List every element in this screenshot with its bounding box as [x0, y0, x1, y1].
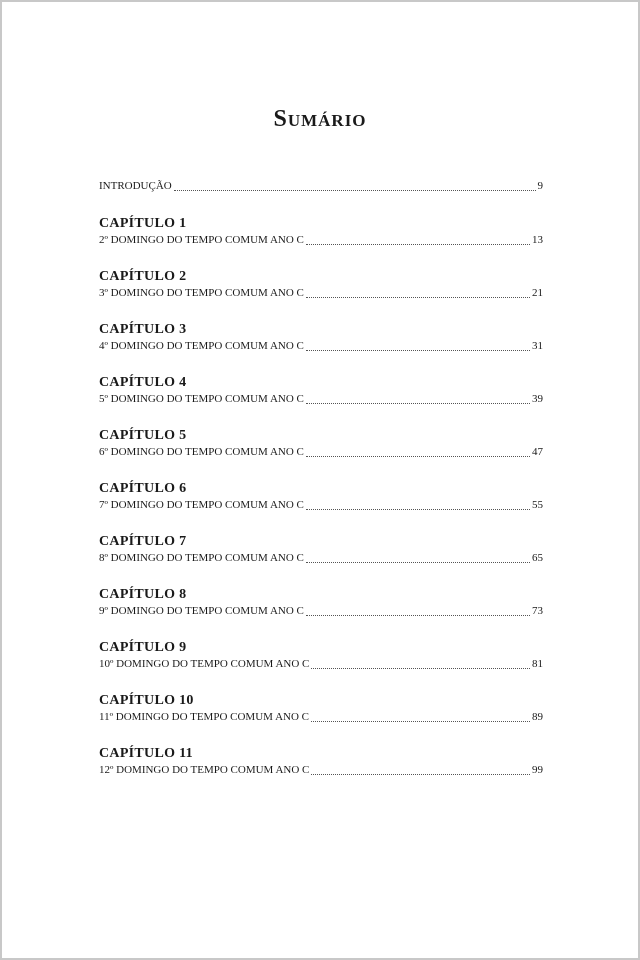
dot-leader	[306, 509, 530, 510]
dot-leader	[311, 668, 530, 669]
chapter-line	[99, 444, 543, 460]
chapter-line	[99, 232, 543, 248]
toc-entry[interactable]	[99, 268, 543, 301]
chapter-line	[99, 709, 543, 725]
chapter-subtitle: 10º DOMINGO DO TEMPO COMUM ANO C	[99, 658, 310, 670]
chapter-line	[99, 550, 543, 566]
chapter-subtitle: 6º DOMINGO DO TEMPO COMUM ANO C	[99, 446, 304, 458]
toc-entry[interactable]	[99, 745, 543, 778]
chapter-heading: CAPÍTULO 3	[99, 322, 187, 337]
chapter-subtitle: 11º DOMINGO DO TEMPO COMUM ANO C	[99, 711, 309, 723]
dot-leader	[306, 456, 530, 457]
chapter-heading: CAPÍTULO 9	[99, 640, 187, 655]
chapter-line	[99, 285, 543, 301]
dot-leader	[306, 297, 530, 298]
chapter-subtitle: 9º DOMINGO DO TEMPO COMUM ANO C	[99, 605, 304, 617]
page-number: 73	[532, 605, 543, 617]
page-number: 31	[532, 340, 543, 352]
chapter-subtitle: 3º DOMINGO DO TEMPO COMUM ANO C	[99, 287, 304, 299]
chapter-line	[99, 603, 543, 619]
chapter-heading: CAPÍTULO 1	[99, 216, 187, 231]
toc-entry[interactable]	[99, 639, 543, 672]
dot-leader	[306, 350, 530, 351]
dot-leader	[174, 190, 536, 191]
chapter-line	[99, 656, 543, 672]
page-number: 21	[532, 287, 543, 299]
chapter-heading: CAPÍTULO 8	[99, 587, 187, 602]
toc-intro-label: INTRODUÇÃO	[99, 180, 172, 192]
toc-entry[interactable]	[99, 586, 543, 619]
toc-intro-entry[interactable]	[99, 178, 543, 194]
chapter-line	[99, 338, 543, 354]
dot-leader	[311, 774, 530, 775]
table-of-contents	[99, 178, 543, 798]
toc-entry[interactable]	[99, 533, 543, 566]
page-number: 39	[532, 393, 543, 405]
page-number: 47	[532, 446, 543, 458]
toc-entry[interactable]	[99, 427, 543, 460]
chapter-heading: CAPÍTULO 11	[99, 746, 193, 761]
chapter-heading: CAPÍTULO 4	[99, 375, 187, 390]
chapter-heading: CAPÍTULO 7	[99, 534, 187, 549]
page-number: 13	[532, 234, 543, 246]
chapter-heading: CAPÍTULO 6	[99, 481, 187, 496]
page-number: 55	[532, 499, 543, 511]
chapter-heading: CAPÍTULO 5	[99, 428, 187, 443]
page-number: 81	[532, 658, 543, 670]
chapter-subtitle: 4º DOMINGO DO TEMPO COMUM ANO C	[99, 340, 304, 352]
chapter-line	[99, 497, 543, 513]
chapter-subtitle: 8º DOMINGO DO TEMPO COMUM ANO C	[99, 552, 304, 564]
toc-entry[interactable]	[99, 480, 543, 513]
chapter-subtitle: 5º DOMINGO DO TEMPO COMUM ANO C	[99, 393, 304, 405]
chapter-subtitle: 7º DOMINGO DO TEMPO COMUM ANO C	[99, 499, 304, 511]
toc-intro-page: 9	[537, 180, 543, 192]
chapter-line	[99, 391, 543, 407]
dot-leader	[306, 615, 530, 616]
dot-leader	[306, 244, 530, 245]
chapter-subtitle: 12º DOMINGO DO TEMPO COMUM ANO C	[99, 764, 310, 776]
toc-entry[interactable]	[99, 215, 543, 248]
chapter-line	[99, 762, 543, 778]
page-number: 99	[532, 764, 543, 776]
toc-entry[interactable]	[99, 321, 543, 354]
toc-entry[interactable]	[99, 374, 543, 407]
dot-leader	[306, 562, 530, 563]
dot-leader	[306, 403, 530, 404]
chapter-heading: CAPÍTULO 2	[99, 269, 187, 284]
page-number: 89	[532, 711, 543, 723]
toc-entry[interactable]	[99, 692, 543, 725]
page-title: Sumário	[273, 106, 367, 132]
chapter-heading: CAPÍTULO 10	[99, 693, 194, 708]
page-number: 65	[532, 552, 543, 564]
dot-leader	[311, 721, 530, 722]
chapter-subtitle: 2º DOMINGO DO TEMPO COMUM ANO C	[99, 234, 304, 246]
